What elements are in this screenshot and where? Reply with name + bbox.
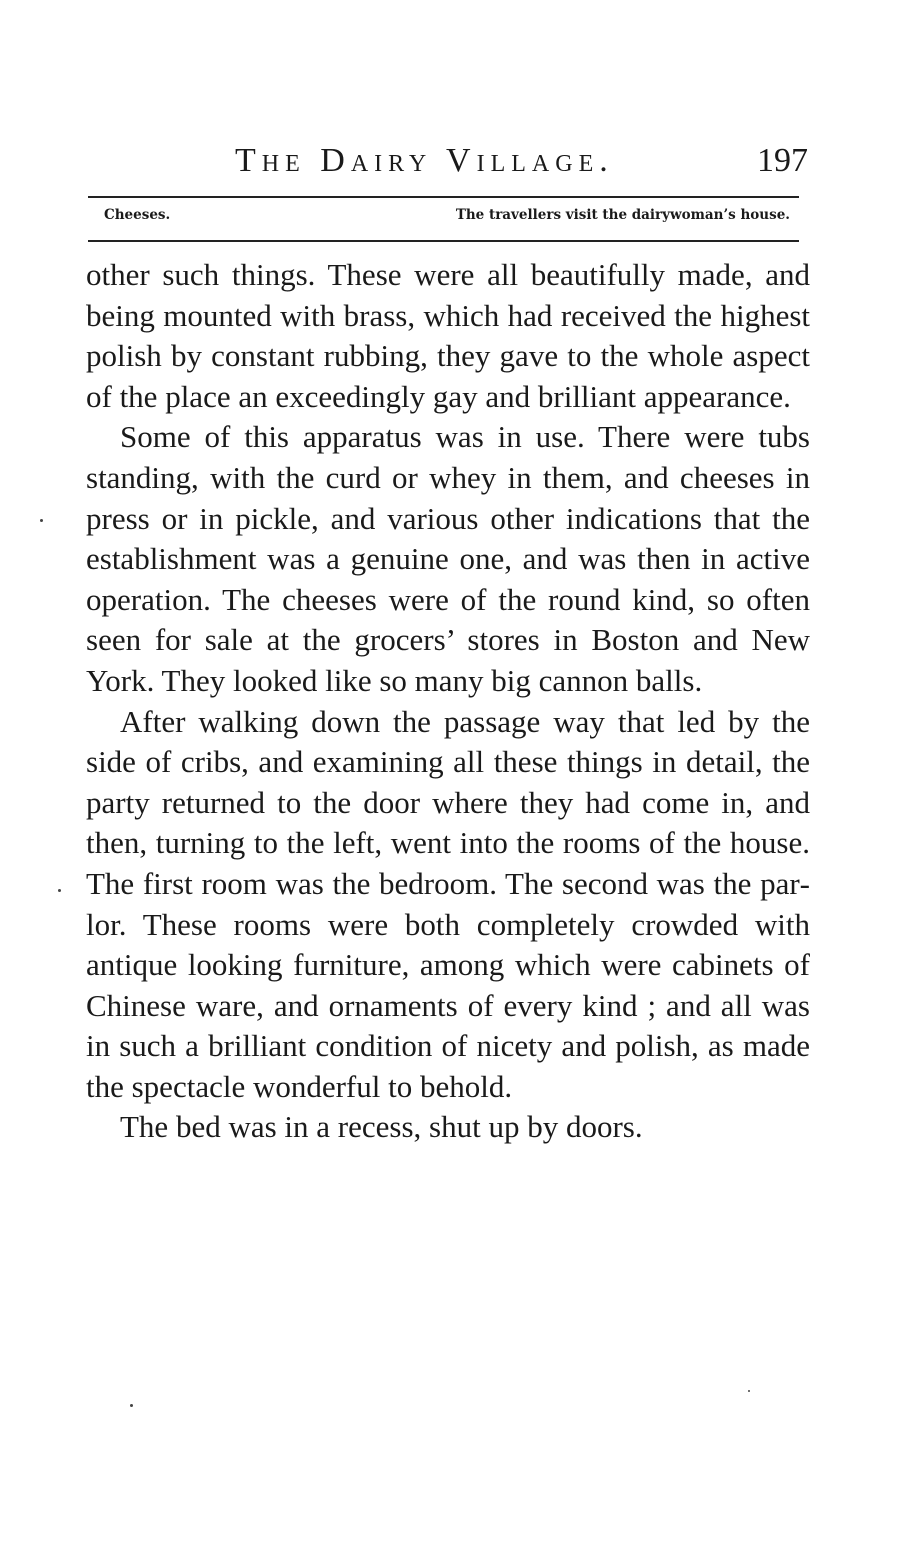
paragraph: The bed was in a recess, shut up by doors.	[120, 1109, 643, 1145]
right-subheading: The travellers visit the dairywoman’s house.	[455, 207, 790, 223]
running-title: The Dairy Village.	[235, 142, 614, 179]
print-speck	[748, 1390, 750, 1392]
header-rule-top	[88, 196, 799, 198]
left-subheading: Cheeses.	[104, 207, 171, 223]
print-speck	[58, 889, 61, 892]
running-head	[88, 138, 808, 188]
paragraph: After walking down the passage way that led by the side of cribs, and examining all these things in detail, the party returned to the door where they had come in, and then, turning to the left, went into the rooms of the house. The first room was the bedroom. The second was the parlor. These rooms were both completely crowded with antique looking furniture, among which were cabinets of Chinese ware, and ornaments of every kind ; and all was in such a brilliant condition of nicety and polish, as made the spectacle wonderful to behold.	[86, 703, 810, 1104]
header-rule-bottom	[88, 240, 799, 242]
print-speck	[130, 1404, 133, 1407]
print-speck	[40, 519, 43, 522]
paragraph-continued: other such things. These were all beautifully made, and being mounted with brass, which had received the highest polish by constant rubbing, they gave to the whole aspect of the place an exceedingly gay and brilliant appearance.	[86, 257, 810, 414]
subheading-bar	[104, 207, 790, 231]
page-number: 197	[757, 142, 808, 179]
body-text	[86, 255, 810, 1148]
paragraph: Some of this apparatus was in use. There were tubs standing, with the curd or whey in them, and cheeses in press or in pickle, and various other indications that the establishment was a genuine one, and was then in active operation. The cheeses were of the round kind, so often seen for sale at the grocers’ stores in Boston and New York. They looked like so many big cannon balls.	[86, 419, 810, 698]
